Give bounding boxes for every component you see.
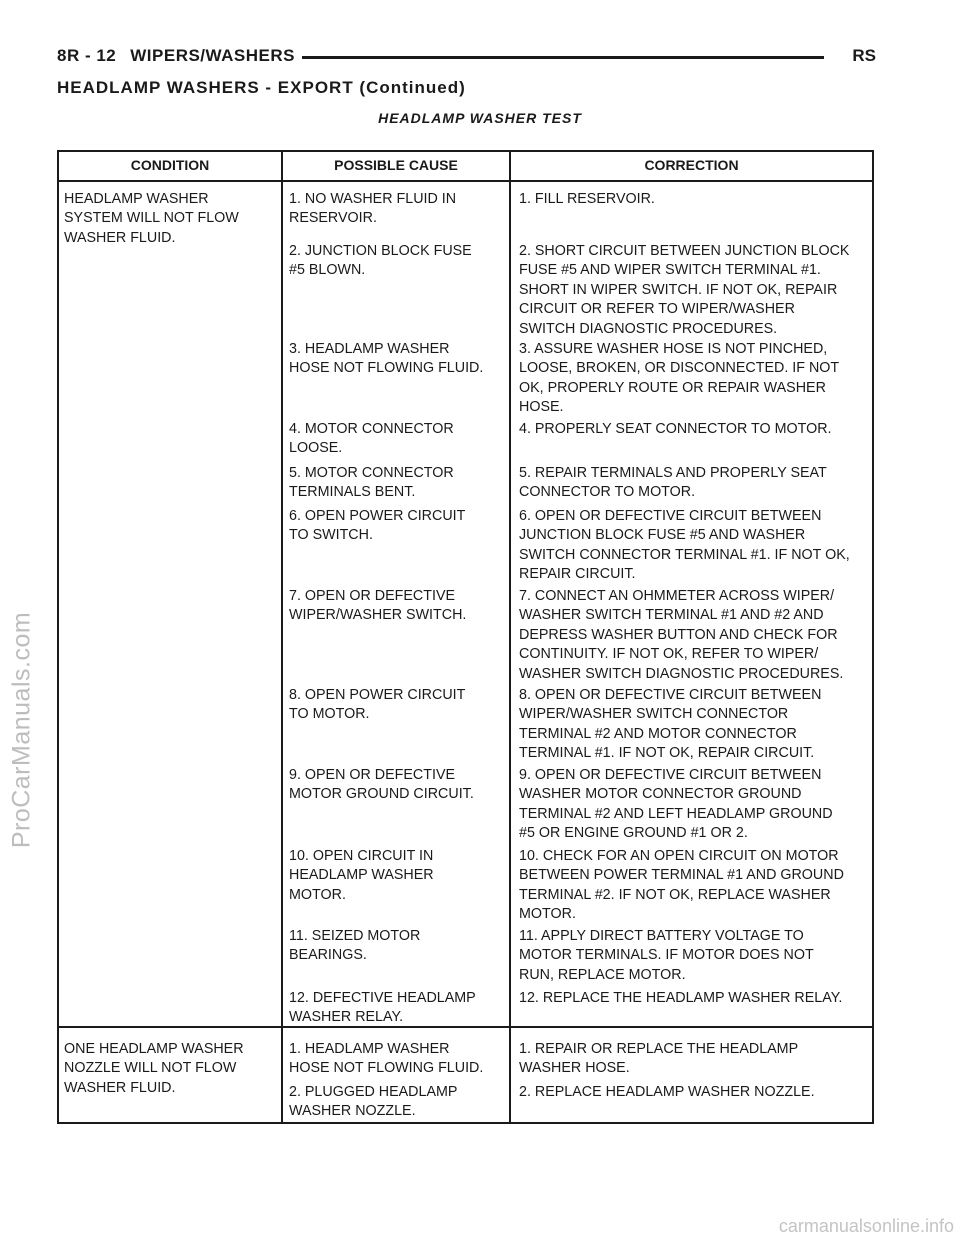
cause-cell: 12. DEFECTIVE HEADLAMP WASHER RELAY. <box>289 990 476 1026</box>
cause-cell: 1. NO WASHER FLUID IN RESERVOIR. <box>289 191 457 227</box>
page-header <box>57 44 876 72</box>
correction-cell: 2. REPLACE HEADLAMP WASHER NOZZLE. <box>519 1084 815 1100</box>
correction-cell: 10. CHECK FOR AN OPEN CIRCUIT ON MOTOR BETWEEN POWER TERMINAL #1 AND GROUND TERMINAL #2. IF NOT OK, REPLACE WASHER MOTOR. <box>519 848 844 923</box>
cause-cell: 9. OPEN OR DEFECTIVE MOTOR GROUND CIRCUIT. <box>289 767 474 803</box>
cause-cell: 1. HEADLAMP WASHER HOSE NOT FLOWING FLUID. <box>289 1041 484 1077</box>
header-rule <box>302 56 824 59</box>
correction-cell: 6. OPEN OR DEFECTIVE CIRCUIT BETWEEN JUNCTION BLOCK FUSE #5 AND WASHER SWITCH CONNECTOR TERMINAL #1. IF NOT OK, REPAIR CIRCUIT. <box>519 508 850 583</box>
correction-cell: 5. REPAIR TERMINALS AND PROPERLY SEAT CONNECTOR TO MOTOR. <box>519 465 827 501</box>
column-header-cause: POSSIBLE CAUSE <box>334 157 458 173</box>
correction-cell: 9. OPEN OR DEFECTIVE CIRCUIT BETWEEN WASHER MOTOR CONNECTOR GROUND TERMINAL #2 AND LEFT HEADLAMP GROUND #5 OR ENGINE GROUND #1 OR 2. <box>519 767 833 842</box>
cause-cell: 3. HEADLAMP WASHER HOSE NOT FLOWING FLUID. <box>289 341 484 377</box>
cause-cell: 10. OPEN CIRCUIT IN HEADLAMP WASHER MOTOR. <box>289 848 434 903</box>
header-title: WIPERS/WASHERS <box>130 46 295 65</box>
correction-cell: 1. REPAIR OR REPLACE THE HEADLAMP WASHER HOSE. <box>519 1041 799 1077</box>
correction-cell: 7. CONNECT AN OHMMETER ACROSS WIPER/ WASHER SWITCH TERMINAL #1 AND #2 AND DEPRESS WASHER BUTTON AND CHECK FOR CONTINUITY. IF NOT OK, REFER TO WIPER/ WASHER SWITCH DIAGNOSTIC PROCEDURES. <box>519 588 844 682</box>
table-title: HEADLAMP WASHER TEST <box>378 110 582 126</box>
header-left <box>57 46 309 66</box>
column-divider <box>281 152 283 1122</box>
condition-cell: ONE HEADLAMP WASHER NOZZLE WILL NOT FLOW WASHER FLUID. <box>64 1041 244 1096</box>
column-header-correction: CORRECTION <box>644 157 739 173</box>
diagnostic-table <box>57 150 874 1124</box>
condition-cell: HEADLAMP WASHER SYSTEM WILL NOT FLOW WASHER FLUID. <box>64 191 239 246</box>
header-section-number: 8R - 12 <box>57 46 117 65</box>
correction-cell: 4. PROPERLY SEAT CONNECTOR TO MOTOR. <box>519 421 832 437</box>
cause-cell: 11. SEIZED MOTOR BEARINGS. <box>289 928 421 964</box>
cause-cell: 7. OPEN OR DEFECTIVE WIPER/WASHER SWITCH. <box>289 588 467 624</box>
correction-cell: 11. APPLY DIRECT BATTERY VOLTAGE TO MOTOR TERMINALS. IF MOTOR DOES NOT RUN, REPLACE MOTOR. <box>519 928 814 983</box>
header-right-code: RS <box>852 46 876 65</box>
cause-cell: 8. OPEN POWER CIRCUIT TO MOTOR. <box>289 687 466 723</box>
correction-cell: 3. ASSURE WASHER HOSE IS NOT PINCHED, LOOSE, BROKEN, OR DISCONNECTED. IF NOT OK, PROPERLY ROUTE OR REPAIR WASHER HOSE. <box>519 341 840 416</box>
correction-cell: 2. SHORT CIRCUIT BETWEEN JUNCTION BLOCK FUSE #5 AND WIPER SWITCH TERMINAL #1. SHORT IN WIPER SWITCH. IF NOT OK, REPAIR CIRCUIT OR REFER TO WIPER/WASHER SWITCH DIAGNOSTIC PROCEDURES. <box>519 243 850 337</box>
cause-cell: 6. OPEN POWER CIRCUIT TO SWITCH. <box>289 508 466 544</box>
correction-cell: 1. FILL RESERVOIR. <box>519 191 655 207</box>
side-watermark <box>2 470 42 990</box>
column-header-condition: CONDITION <box>130 157 210 173</box>
correction-cell: 8. OPEN OR DEFECTIVE CIRCUIT BETWEEN WIPER/WASHER SWITCH CONNECTOR TERMINAL #2 AND MOTOR CONNECTOR TERMINAL #1. IF NOT OK, REPAIR CIRCUIT. <box>519 687 822 762</box>
column-divider <box>509 152 511 1122</box>
side-watermark-text: ProCarManuals.com <box>7 611 36 849</box>
correction-cell: 12. REPLACE THE HEADLAMP WASHER RELAY. <box>519 990 843 1006</box>
cause-cell: 2. PLUGGED HEADLAMP WASHER NOZZLE. <box>289 1084 458 1120</box>
cause-cell: 2. JUNCTION BLOCK FUSE #5 BLOWN. <box>289 243 472 279</box>
bottom-watermark: carmanualsonline.info <box>778 1216 954 1236</box>
table-header-row <box>59 152 872 182</box>
section-title: HEADLAMP WASHERS - EXPORT (Continued) <box>57 78 466 97</box>
cause-cell: 4. MOTOR CONNECTOR LOOSE. <box>289 421 454 457</box>
cause-cell: 5. MOTOR CONNECTOR TERMINALS BENT. <box>289 465 454 501</box>
